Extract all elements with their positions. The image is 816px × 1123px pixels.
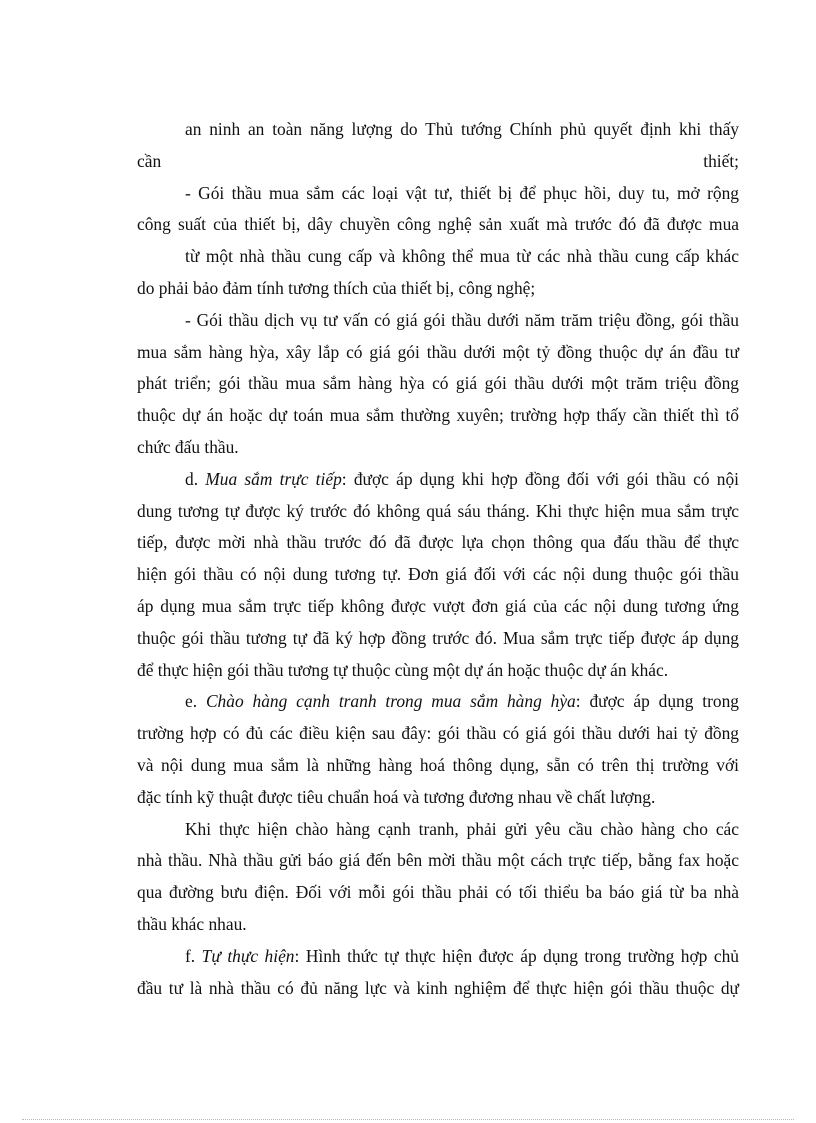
text-line: đầu tư là nhà thầu có đủ năng lực và kinh nghiệm để thực hiện gói thầu thuộc dự	[137, 977, 739, 998]
text-line: thuộc dự án hoặc dự toán mua sắm thường xuyên; trường hợp thấy cần thiết thì tổ	[137, 405, 739, 426]
text-line: đặc tính kỹ thuật được tiêu chuẩn hoá và tương đương nhau về chất lượng.	[137, 786, 656, 807]
text-line	[137, 686, 739, 718]
item-text: : Hình thức tự thực hiện được áp dụng trong trường hợp chủ	[294, 945, 739, 966]
text-line: chức đấu thầu.	[137, 436, 239, 457]
text-line: an ninh an toàn năng lượng do Thủ tướng Chính phủ quyết định khi thấy	[185, 119, 739, 139]
item-term: Mua sắm trực tiếp	[205, 468, 342, 489]
text-line: qua đường bưu điện. Đối với mỗi gói thầu phải có tối thiểu ba báo giá từ ba nhà	[137, 882, 739, 903]
text-line: trường hợp có đủ các điều kiện sau đây: gói thầu có giá gói thầu dưới hai tỷ đồng	[137, 723, 739, 744]
item-term: Chào hàng cạnh tranh trong mua sắm hàng hỳa	[205, 691, 576, 712]
text-line: do phải bảo đảm tính tương thích của thiết bị, công nghệ;	[137, 277, 536, 298]
paragraph-5	[137, 686, 739, 813]
paragraph-3	[137, 305, 739, 464]
paragraph-4	[137, 464, 739, 687]
text-line: thầu khác nhau.	[137, 913, 247, 934]
word-right: thiết;	[703, 150, 739, 171]
text-line	[137, 941, 739, 973]
text-line: công suất của thiết bị, dây chuyền công nghệ sản xuất mà trước đó đã được mua	[137, 214, 739, 235]
item-term: Tự thực hiện	[201, 945, 295, 966]
item-label: f.	[185, 945, 196, 966]
text-line: tiếp, được mời nhà thầu trước đó đã được lựa chọn thông qua đấu thầu để thực	[137, 532, 739, 553]
text-line: áp dụng mua sắm trực tiếp không được vượt đơn giá của các nội dung tương ứng	[137, 595, 739, 616]
paragraph-2	[137, 178, 739, 305]
document-body	[137, 114, 739, 1004]
text-line: thuộc gói thầu tương tự đã ký hợp đồng trước đó. Mua sắm trực tiếp được áp dụng	[137, 627, 739, 648]
paragraph-7	[137, 941, 739, 1005]
text-line: - Gói thầu dịch vụ tư vấn có giá gói thầu dưới năm trăm triệu đồng, gói thầu	[185, 309, 739, 330]
text-line-spread	[137, 146, 739, 178]
text-line: và nội dung mua sắm là những hàng hoá thông dụng, sẵn có trên thị trường với	[137, 754, 739, 775]
text-line: để thực hiện gói thầu tương tự thuộc cùng một dự án hoặc thuộc dự án khác.	[137, 659, 669, 680]
text-line: mua sắm hàng hỳa, xây lắp có giá gói thầu dưới một tỷ đồng thuộc dự án đầu tư	[137, 341, 739, 362]
paragraph-1	[137, 114, 739, 178]
text-line: hiện gói thầu có nội dung tương tự. Đơn giá đối với các nội dung thuộc gói thầu	[137, 564, 739, 585]
paragraph-6	[137, 814, 739, 941]
text-line	[137, 464, 739, 496]
item-text: : được áp dụng trong	[575, 691, 739, 712]
text-line: - Gói thầu mua sắm các loại vật tư, thiết bị để phục hồi, duy tu, mở rộng	[185, 182, 739, 203]
text-line: dung tương tự được ký trước đó không quá sáu tháng. Khi thực hiện mua sắm trực	[137, 500, 739, 521]
item-label: e.	[185, 691, 198, 712]
item-label: d.	[185, 468, 199, 489]
text-line: từ một nhà thầu cung cấp và không thể mua từ các nhà thầu cung cấp khác	[185, 246, 739, 267]
item-text: : được áp dụng khi hợp đồng đối với gói thầu có nội	[341, 468, 739, 489]
text-line: phát triển; gói thầu mua sắm hàng hỳa có giá gói thầu dưới một trăm triệu đồng	[137, 373, 739, 394]
text-line: nhà thầu. Nhà thầu gửi báo giá đến bên mời thầu một cách trực tiếp, bằng fax hoặc	[137, 850, 739, 871]
word-left: cần	[137, 150, 162, 171]
text-line: Khi thực hiện chào hàng cạnh tranh, phải gửi yêu cầu chào hàng cho các	[185, 818, 739, 839]
page-bottom-divider	[22, 1119, 794, 1120]
